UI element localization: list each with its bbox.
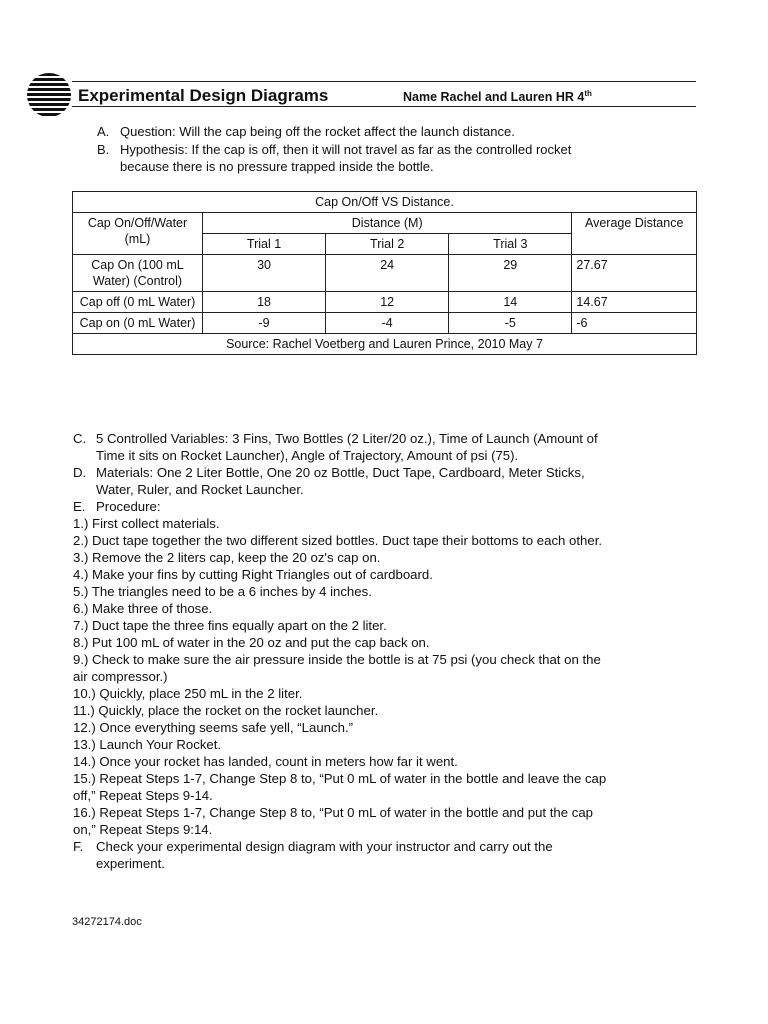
procedure-step: off,” Repeat Steps 9-14. — [73, 788, 213, 803]
procedure-step: 16.) Repeat Steps 1-7, Change Step 8 to, “Put 0 mL of water in the bottle and put the cap — [73, 805, 594, 820]
procedure-item — [73, 498, 693, 515]
footer-filename: 34272174.doc — [72, 916, 142, 928]
procedure-step: 2.) Duct tape together the two different sized bottles. Duct tape their bottoms to each other. — [73, 533, 603, 548]
question-item — [97, 123, 687, 141]
procedure-step: 4.) Make your fins by cutting Right Triangles out of cardboard. — [73, 567, 433, 582]
procedure-step: 9.) Check to make sure the air pressure inside the bottle is at 75 psi (you check that on the — [73, 652, 601, 667]
table-source: Source: Rachel Voetberg and Lauren Prince, 2010 May 7 — [73, 334, 697, 355]
controlled-line1: 5 Controlled Variables: 3 Fins, Two Bottles (2 Liter/20 oz.), Time of Launch (Amount of — [96, 431, 598, 446]
table-row — [73, 292, 697, 313]
row-trial-2: 12 — [326, 292, 449, 313]
header-condition: Cap On/Off/Water (mL) — [73, 213, 203, 255]
final-line2: experiment. — [96, 856, 165, 871]
question-hypothesis-block — [97, 123, 687, 176]
header-rule-top — [72, 81, 696, 82]
materials-line2: Water, Ruler, and Rocket Launcher. — [96, 482, 304, 497]
materials-label: D. — [73, 465, 87, 480]
procedure-step: on,” Repeat Steps 9:14. — [73, 822, 213, 837]
final-label: F. — [73, 839, 84, 854]
hypothesis-text-line1: Hypothesis: If the cap is off, then it will not travel as far as the controlled rocket — [120, 141, 572, 157]
row-condition: Cap off (0 mL Water) — [73, 292, 203, 313]
hypothesis-text-line2: because there is no pressure trapped inside the bottle. — [120, 159, 434, 174]
hypothesis-item — [97, 141, 687, 159]
header-trial-1: Trial 1 — [203, 234, 326, 255]
controlled-line2: Time it sits on Rocket Launcher), Angle of Trajectory, Amount of psi (75). — [96, 448, 519, 463]
header-trial-2: Trial 2 — [326, 234, 449, 255]
procedure-step: 8.) Put 100 mL of water in the 20 oz and put the cap back on. — [73, 635, 430, 650]
procedure-step: 7.) Duct tape the three fins equally apart on the 2 liter. — [73, 618, 387, 633]
row-trial-2: -4 — [326, 313, 449, 334]
header-rule-bottom — [72, 106, 696, 107]
row-average: -6 — [572, 313, 697, 334]
results-table — [72, 191, 697, 355]
row-average: 27.67 — [572, 255, 697, 292]
name-text: Name Rachel and Lauren HR 4 — [403, 90, 585, 105]
logo-icon — [26, 72, 72, 118]
procedure-step: 13.) Launch Your Rocket. — [73, 737, 222, 752]
row-condition: Cap on (0 mL Water) — [73, 313, 203, 334]
procedure-step: 14.) Once your rocket has landed, count in meters how far it went. — [73, 754, 458, 769]
row-trial-3: 14 — [449, 292, 572, 313]
hypothesis-label: B. — [97, 141, 110, 157]
row-trial-1: 30 — [203, 255, 326, 292]
materials-line1: Materials: One 2 Liter Bottle, One 20 oz Bottle, Duct Tape, Cardboard, Meter Sticks, — [96, 465, 585, 480]
controlled-label: C. — [73, 431, 87, 446]
materials-item — [73, 464, 693, 481]
table-row — [73, 255, 697, 292]
header-average: Average Distance — [572, 213, 697, 255]
table-row — [73, 313, 697, 334]
header-distance: Distance (M) — [203, 213, 572, 234]
procedure-step: 3.) Remove the 2 liters cap, keep the 20 oz's cap on. — [73, 550, 381, 565]
question-label: A. — [97, 124, 110, 139]
controlled-variables-item — [73, 430, 693, 447]
procedure-step: 6.) Make three of those. — [73, 601, 213, 616]
procedure-step: 5.) The triangles need to be a 6 inches by 4 inches. — [73, 584, 372, 599]
row-trial-1: 18 — [203, 292, 326, 313]
procedure-step: 1.) First collect materials. — [73, 516, 220, 531]
row-trial-3: 29 — [449, 255, 572, 292]
row-average: 14.67 — [572, 292, 697, 313]
final-item — [73, 838, 693, 855]
procedure-step: 12.) Once everything seems safe yell, “Launch.” — [73, 720, 354, 735]
row-trial-2: 24 — [326, 255, 449, 292]
procedure-heading: Procedure: — [96, 499, 161, 514]
procedure-step: 10.) Quickly, place 250 mL in the 2 liter. — [73, 686, 303, 701]
row-trial-1: -9 — [203, 313, 326, 334]
name-field — [403, 89, 592, 104]
design-list — [73, 430, 693, 872]
row-condition: Cap On (100 mL Water) (Control) — [73, 255, 203, 292]
header-trial-3: Trial 3 — [449, 234, 572, 255]
procedure-step: 15.) Repeat Steps 1-7, Change Step 8 to, “Put 0 mL of water in the bottle and leave the cap — [73, 771, 607, 786]
procedure-step: 11.) Quickly, place the rocket on the rocket launcher. — [73, 703, 379, 718]
procedure-label: E. — [73, 499, 86, 514]
table-title: Cap On/Off VS Distance. — [73, 192, 697, 213]
question-text: Question: Will the cap being off the rocket affect the launch distance. — [120, 124, 515, 139]
name-superscript: th — [584, 89, 592, 98]
procedure-step: air compressor.) — [73, 669, 168, 684]
final-line1: Check your experimental design diagram with your instructor and carry out the — [96, 839, 553, 854]
page-title: Experimental Design Diagrams — [78, 86, 329, 105]
row-trial-3: -5 — [449, 313, 572, 334]
